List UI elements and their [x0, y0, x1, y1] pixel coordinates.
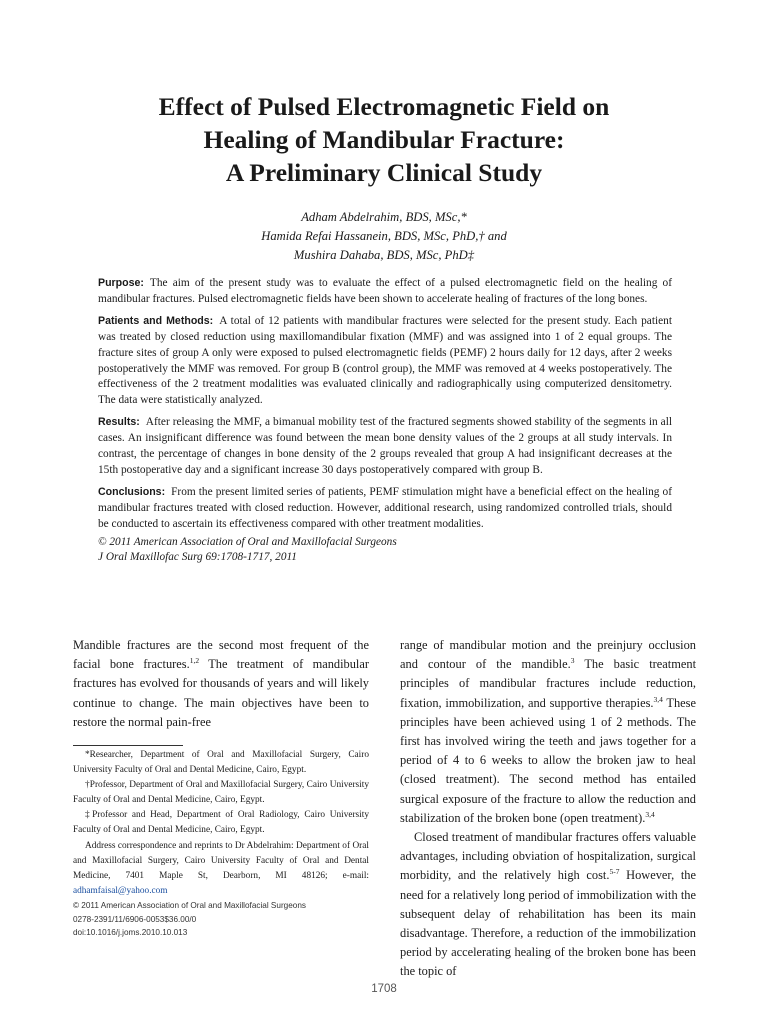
- body-column-left: [73, 636, 369, 732]
- body-text: The treatment of mandibular fractures has evolved for thousands of years and will likely continue to change. The main objectives have been to restore the normal pain-free: [73, 657, 369, 729]
- citation-ref: 3,4: [645, 809, 655, 819]
- abstract-results: [98, 415, 672, 479]
- citation-ref: 3,4: [653, 694, 663, 704]
- body-text: However, the need for a relatively long period of immobilization with the subsequent delay of rehabilitation has been its main disadvantage. Therefore, a reduction of the immobilization period by accelerating healing of the broken bone has been the topic of: [400, 868, 696, 979]
- footnote-affiliation: ‡Professor and Head, Department of Oral Radiology, Cairo University Faculty of Oral and Dental Medicine, Cairo, Egypt.: [73, 810, 369, 836]
- footnote-address: [73, 839, 369, 899]
- citation-ref: 5-7: [609, 867, 620, 877]
- abstract-copyright: © 2011 American Association of Oral and Maxillofacial Surgeons: [98, 535, 397, 548]
- footnote-affiliation: *Researcher, Department of Oral and Maxillofacial Surgery, Cairo University Faculty of Oral and Dental Medicine, Cairo, Egypt.: [73, 750, 369, 776]
- abstract: [98, 276, 672, 566]
- body-paragraph: [400, 828, 696, 982]
- methods-text: A total of 12 patients with mandibular fractures were selected for the present study. Each patient was treated by closed reduction using maxillomandibular fixation (MMF) and was assigned into 1 of 2 equal groups. The fracture sites of group A only were exposed to pulsed electromagnetic fields (PEMF) 2 hours daily for 12 days, after 2 weeks postoperatively the MMF was removed. For group B (control group), the MMF was removed at 4 weeks postoperatively. The effectiveness of the 2 treatment modalities was evaluated clinically and radiographically using computerized densitometry. The data were statistically analyzed.: [98, 314, 672, 407]
- abstract-methods: [98, 314, 672, 409]
- body-column-right: [400, 636, 696, 982]
- title-line: Healing of Mandibular Fracture:: [203, 125, 565, 154]
- citation-ref: 3: [570, 656, 575, 666]
- footnote-issn: 0278-2391/11/6906-0053$36.00/0: [73, 914, 197, 924]
- author-line: Hamida Refai Hassanein, BDS, MSc, PhD,† and: [261, 229, 507, 243]
- author-line: Adham Abdelrahim, BDS, MSc,*: [301, 210, 467, 224]
- title-line: Effect of Pulsed Electromagnetic Field on: [158, 92, 610, 121]
- conclusions-label: Conclusions:: [98, 485, 166, 498]
- page-number: 1708: [371, 983, 397, 995]
- results-text: After releasing the MMF, a bimanual mobility test of the fractured segments showed stability of the segments in all cases. An insignificant difference was found between the mean bone density values of the 2 groups at all study intervals. In contrast, the percentage of changes in bone density of the 2 groups revealed that group A had insignificant decreases at the 15th postoperative day and a significant increase 30 days postoperatively compared with group B.: [98, 416, 672, 476]
- footnotes: [73, 748, 369, 940]
- abstract-conclusions: [98, 485, 672, 533]
- email-link[interactable]: adhamfaisal@yahoo.com: [73, 885, 168, 896]
- footnote-copyright: © 2011 American Association of Oral and Maxillofacial Surgeons: [73, 900, 306, 910]
- conclusions-text: From the present limited series of patients, PEMF stimulation might have a beneficial effect on the healing of mandibular fractures treated with closed reduction. However, additional research, using randomized controlled trials, should be conducted to ascertain its effectiveness compared with other treatment modalities.: [98, 485, 672, 530]
- purpose-label: Purpose:: [98, 277, 144, 289]
- footnote-divider: [73, 745, 183, 746]
- purpose-text: The aim of the present study was to evaluate the effect of a pulsed electromagnetic field on the healing of mandibular fractures. Pulsed electromagnetic fields have been shown to accelerate healing of fractures of the long bones.: [98, 277, 672, 305]
- footnote-doi: doi:10.1016/j.joms.2010.10.013: [73, 928, 188, 938]
- citation-ref: 1,2: [189, 656, 200, 666]
- body-paragraph: [400, 636, 696, 828]
- journal-citation: J Oral Maxillofac Surg 69:1708-1717, 2011: [98, 551, 297, 564]
- body-text: The basic treatment principles of mandibular fractures include reduction, fixation, immobilization, and supportive therapies.: [400, 657, 697, 710]
- results-label: Results:: [98, 416, 140, 429]
- abstract-purpose: [98, 276, 672, 308]
- author-line: Mushira Dahaba, BDS, MSc, PhD‡: [293, 248, 475, 262]
- body-text: range of mandibular motion and the preinjury occlusion and contour of the mandible.: [400, 638, 696, 672]
- title-line: A Preliminary Clinical Study: [225, 158, 543, 187]
- methods-label: Patients and Methods:: [98, 314, 214, 327]
- body-text: These principles have been achieved using 1 of 2 methods. The first has involved wiring the teeth and jaws together for a period of 4 to 6 weeks to allow the broken jaw to heal (closed treatment). The second method has entailed surgical exposure of the fracture to allow the reduction and stabilization of the broken bone (open treatment).: [400, 695, 696, 825]
- abstract-footer: [98, 535, 672, 566]
- body-text: Closed treatment of mandibular fractures offers valuable advantages, including obviation of hospitalization, surgical morbidity, and the relatively high cost.: [400, 830, 696, 883]
- address-text: Address correspondence and reprints to Dr Abdelrahim: Department of Oral and Maxillofacial Surgery, Cairo University Faculty of Oral and Dental Medicine, 7401 Maple St, Dearborn, MI 48126; e-mail:: [73, 840, 369, 881]
- body-text: Mandible fractures are the second most frequent of the facial bone fractures.: [73, 638, 369, 672]
- footnote-affiliation: †Professor, Department of Oral and Maxillofacial Surgery, Cairo University Faculty of Oral and Dental Medicine, Cairo, Egypt.: [73, 780, 369, 806]
- article-title: [60, 90, 708, 189]
- author-list: [60, 208, 708, 265]
- body-paragraph: [73, 636, 369, 732]
